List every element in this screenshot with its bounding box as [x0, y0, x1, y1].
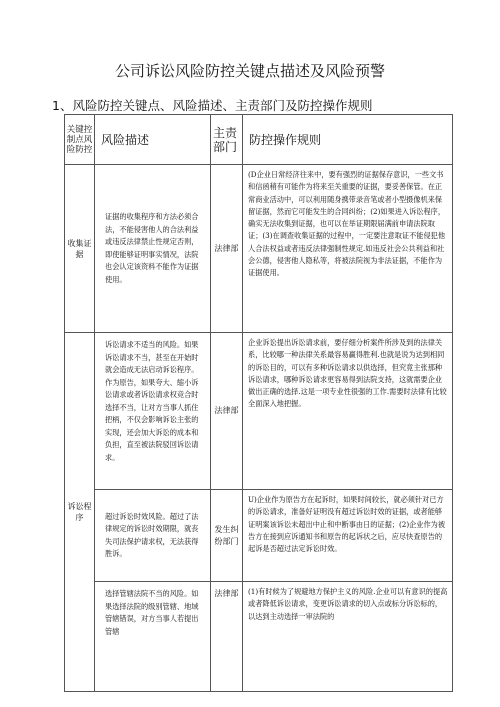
- document-title: 公司诉讼风险防控关键点描述及风险预警: [114, 62, 385, 80]
- department-cell: 法律部: [211, 582, 243, 692]
- risk-description-cell: 证据的收集程序和方法必须合法，不能侵害他人的合法利益或违反法律禁止性规定否则，即使能够证明事实情况，法院也会认定该资料不能作为证据使用。: [95, 165, 211, 333]
- table-row: [65, 490, 453, 582]
- risk-description-cell: 选择管辖法院不当的风险。如果选择法院的级别管辖、地域管辖错误，对方当事人若提出管辖: [95, 582, 211, 692]
- risk-description-cell: 超过诉讼时效风险。超过了法律规定的诉讼时效期限，就丧失司法保护请求权，无法获得胜诉。: [95, 490, 211, 582]
- department-cell: 发生纠纷部门: [211, 490, 243, 582]
- table-row: [65, 333, 453, 490]
- operating-rules-cell: 企业诉讼提出诉讼请求前，要仔细分析案件所涉及到的法律关系，比较哪一种法律关系最容易赢得胜利.也就是说为达到相同的诉讼目的，可以有多种诉讼请求以供选择，但究竟主张那种诉讼请求，哪种诉讼请求更容易得到法院支持，这就需要企业做出正确的选择.这是一项专业性很强的工作.需要时法律有比较全面深入地把握。: [243, 333, 453, 490]
- header-department: 主责部门: [211, 115, 243, 165]
- operating-rules-cell: (D企业日常经济往来中，要有强烈的证据保存意识，一些文书和信函稍有可能作为将来至关重要的证据，要妥善保管。在正常商业活动中，可以利用随身携带录音笔或者小型摄像机来保留证据，然而它可能发生的合同纠纷；(2)如果进入诉讼程序，确实无法收集到证据，也可以在举证期限届满前申请法院取证；(3)在调查收集证据的过程中，一定要注意取证不能侵犯他人合法权益或者违反法律强制性规定.如违反社会公共利益和社会公德，侵害他人隐私等，将被法院视为非法证据，不能作为证据使用。: [243, 165, 453, 333]
- table-row: [65, 165, 453, 333]
- table-row: [65, 582, 453, 692]
- risk-description-cell: 诉讼请求不适当的风险。如果诉讼请求不当，甚至在开始时就会造成无法启动诉讼程序。作为原告，如果夸大、缩小诉讼请求或者诉讼请求权竞合时选择不当，让对方当事人抓住把柄，不仅会影响诉讼主张的实现，还会加大诉讼的成本和负担，直至被法院驳回诉讼请求。: [95, 333, 211, 490]
- key-point-cell: 诉讼程序: [65, 333, 95, 692]
- department-cell: 法律部: [211, 165, 243, 333]
- header-operating-rules: 防控操作规则: [243, 115, 453, 165]
- header-risk-description: 风险描述: [95, 115, 211, 165]
- operating-rules-cell: U)企业作为原告方在起诉时，如果时间较长，就必须针对已方的诉讼请求，准备好证明没有超过诉讼时效的证据，或者能够证明案该诉讼未超出中止和中断事由日的证据；(2)企业作为被告方在接到应诉通知书和原告的起诉状之后，应尽快查原告的起诉是否超过法定诉讼时效。: [243, 490, 453, 582]
- risk-control-table: [64, 114, 453, 692]
- department-cell: 法律部: [211, 333, 243, 490]
- section-heading: 1、风险防控关键点、风险描述、主责部门及防控操作规则: [52, 98, 373, 113]
- key-point-cell: 收集证据: [65, 165, 95, 333]
- header-row: [65, 115, 453, 165]
- operating-rules-cell: (1)有时候为了规避地方保护主义的风险.企业可以有意识的提高或者降低诉讼请求，变更诉讼请求的切入点或标分诉讼标的，以达到主动选择一审法院的: [243, 582, 453, 692]
- header-key-point: 关键控制点风险防控: [65, 115, 95, 165]
